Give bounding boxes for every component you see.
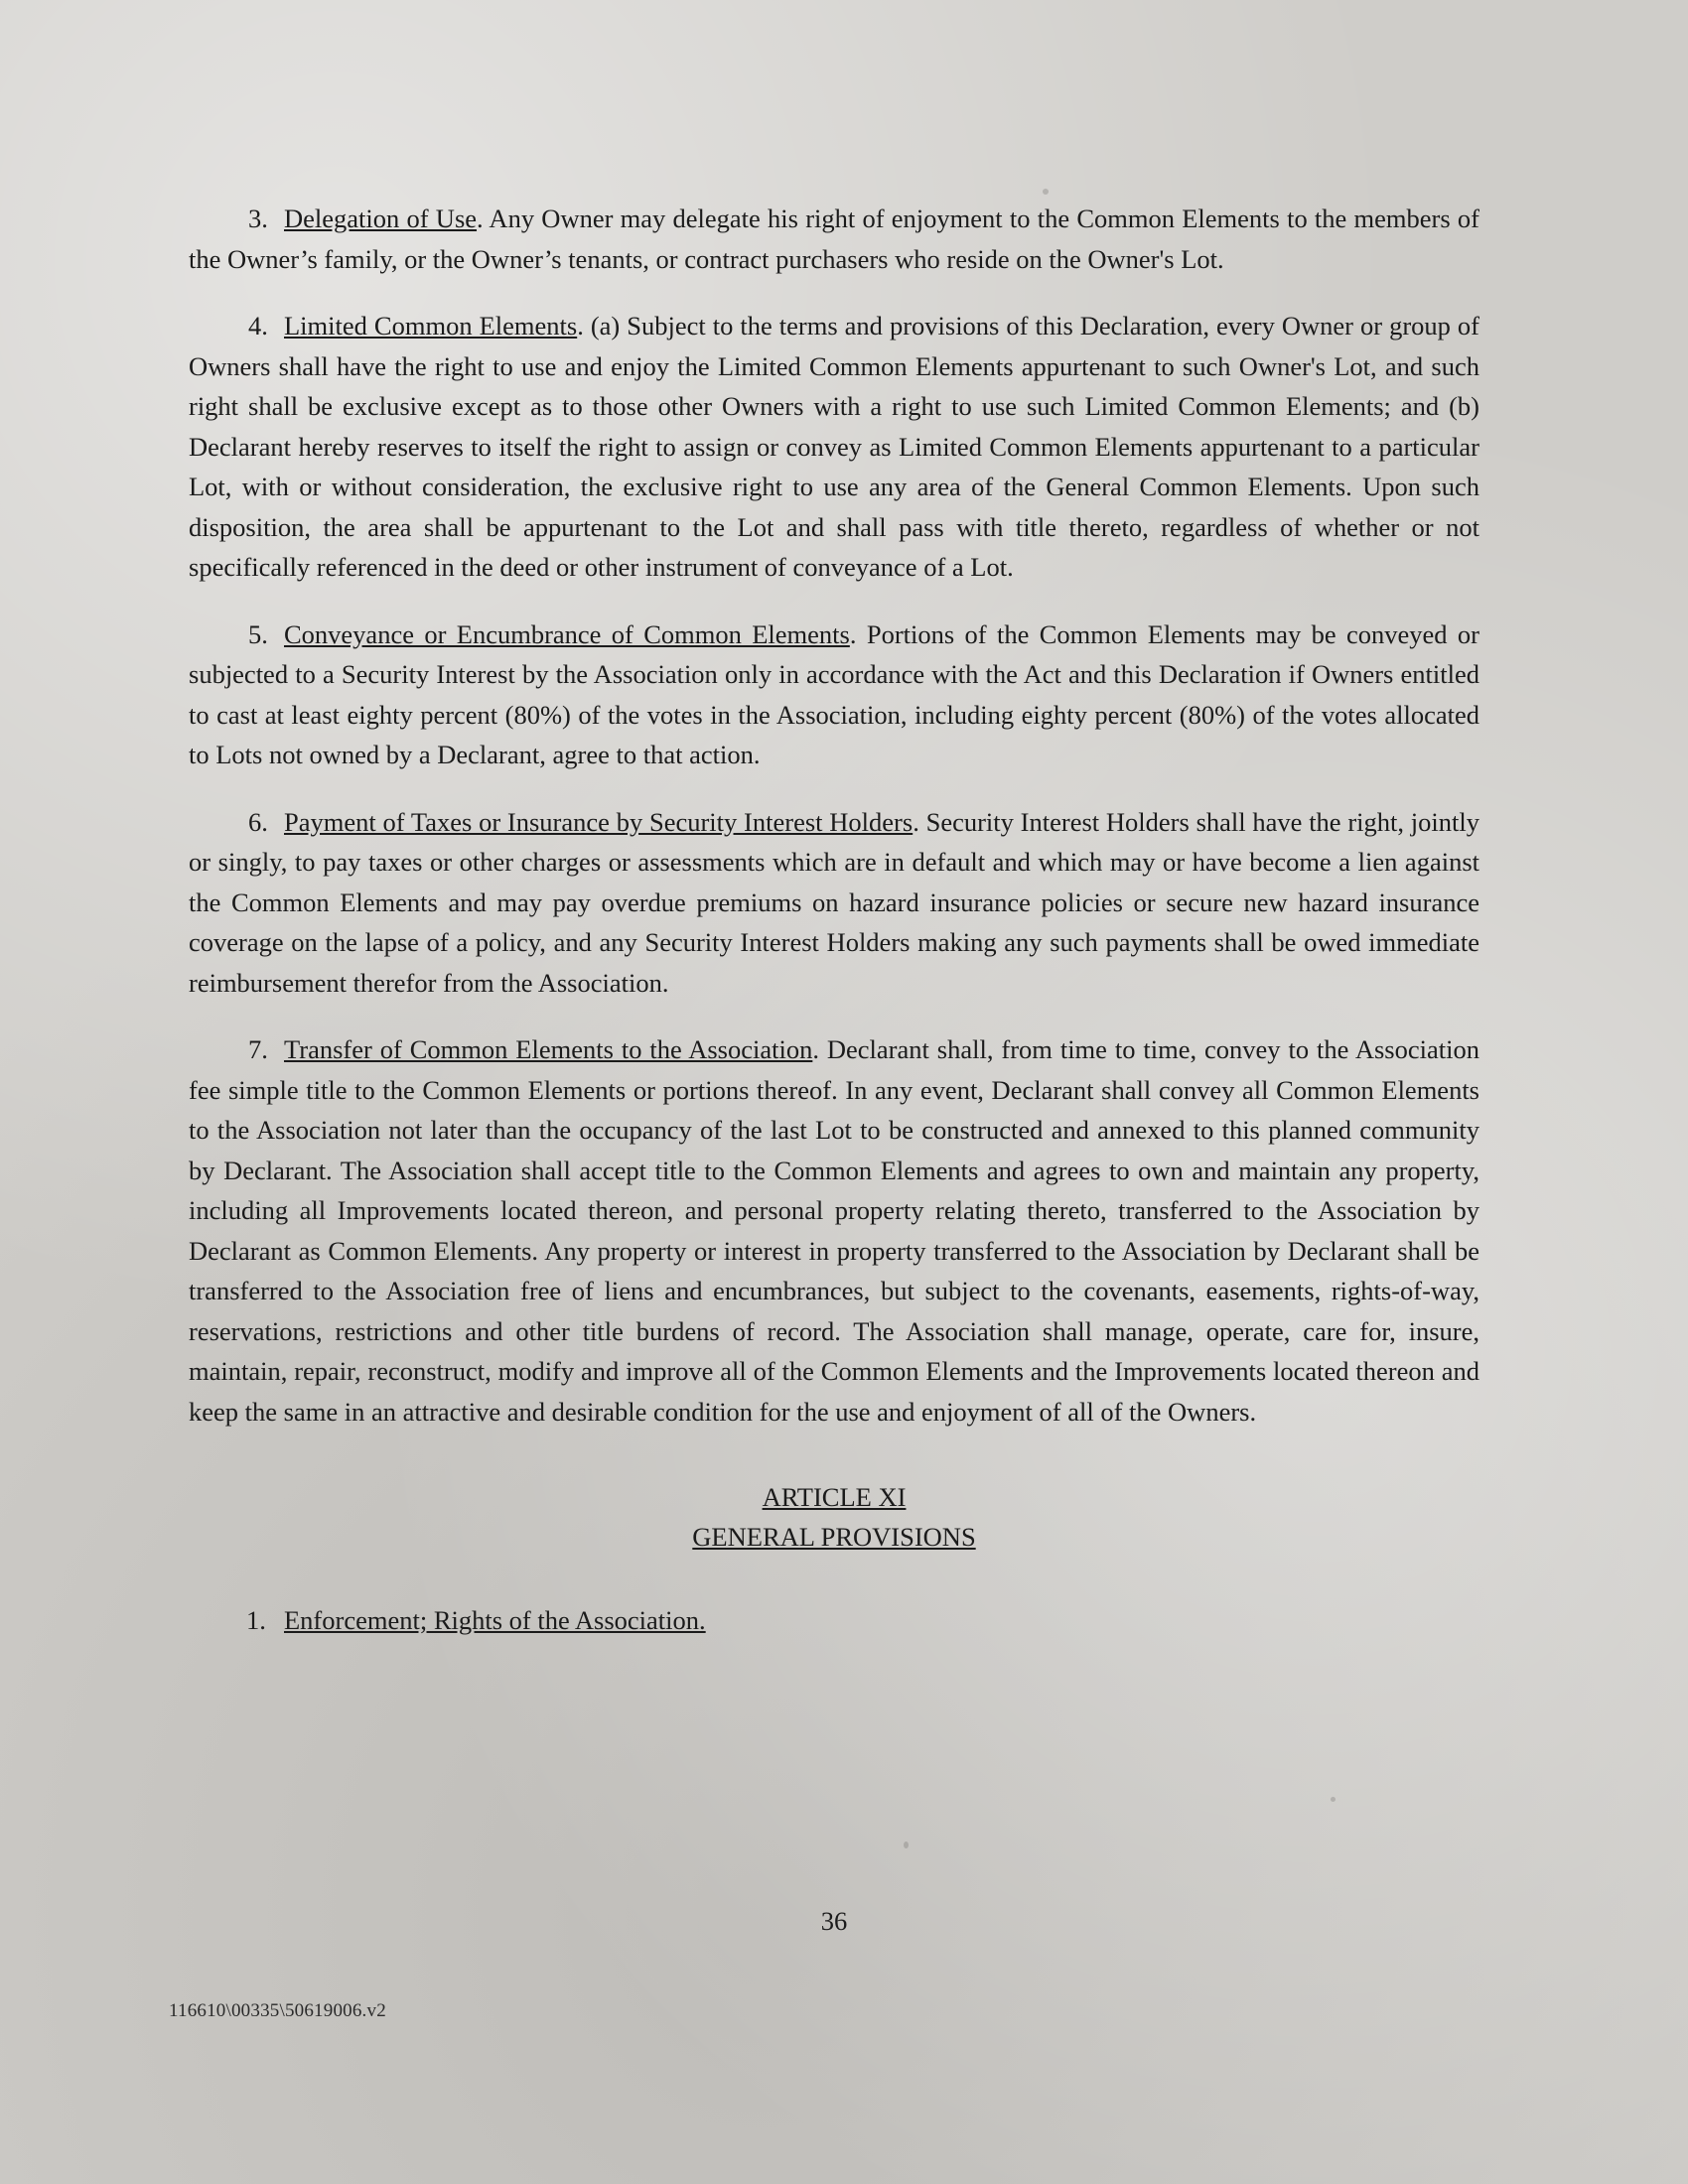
paragraph-5	[189, 614, 1479, 775]
page-number: 36	[820, 1906, 848, 1936]
paragraph-heading: Limited Common Elements	[284, 311, 578, 341]
footer-document-code: 116610\00335\50619006.v2	[169, 2000, 386, 2021]
section-1-enforcement	[189, 1600, 1479, 1640]
section-heading: Enforcement; Rights of the Association.	[284, 1605, 706, 1635]
paragraph-4	[189, 306, 1479, 588]
section-number: 1.	[246, 1605, 266, 1635]
paragraph-number: 5.	[248, 618, 268, 649]
paragraph-number: 7.	[248, 1034, 268, 1064]
paragraph-heading: Transfer of Common Elements to the Association	[284, 1034, 813, 1064]
document-sheet	[149, 149, 1539, 2065]
paragraph-number: 3.	[248, 204, 268, 233]
paragraph-text: . Declarant shall, from time to time, convey to the Association fee simple title to the Common Elements or portions thereof. In any event, Declarant shall convey all Common Elements to the Association not later than the occupancy of the last Lot to be constructed and annexed to this planned community by Declarant. The Association shall accept title to the Common Elements and agrees to own and maintain any property, including all Improvements located thereon, and personal property relating thereto, transferred to the Association by Declarant as Common Elements. Any property or interest in property transferred to the Association by Declarant shall be transferred to the Association free of liens and encumbrances, but subject to the covenants, easements, rights-of-way, reservations, restrictions and other title burdens of record. The Association shall manage, operate, care for, insure, maintain, repair, reconstruct, modify and improve all of the Common Elements and the Improvements located thereon and keep the same in an attractive and desirable condition for the use and enjoyment of all of the Owners.	[189, 1034, 1479, 1427]
paragraph-heading: Delegation of Use	[284, 204, 478, 233]
paragraph-6	[189, 802, 1479, 1004]
scan-speck	[904, 1842, 909, 1848]
paragraph-number: 4.	[248, 311, 268, 341]
article-title: GENERAL PROVISIONS	[692, 1522, 976, 1552]
scan-speck	[1331, 1797, 1336, 1802]
paragraph-heading: Conveyance or Encumbrance of Common Elements	[284, 618, 850, 649]
paragraph-text: . Portions of the Common Elements may be conveyed or subjected to a Security Interest by the Association only in accordance with the Act and this Declaration if Owners entitled to cast at least eighty percent (80%) of the votes in the Association, including eighty percent (80%) of the votes allocated to Lots not owned by a Declarant, agree to that action.	[189, 618, 1479, 769]
paragraph-text: . (a) Subject to the terms and provisions of this Declaration, every Owner or group of Owners shall have the right to use and enjoy the Limited Common Elements appurtenant to such Owner's Lot, and such right shall be exclusive except as to those other Owners with a right to use such Limited Common Elements; and (b) Declarant hereby reserves to itself the right to assign or convey as Limited Common Elements appurtenant to a particular Lot, with or without consideration, the exclusive right to use any area of the General Common Elements. Upon such disposition, the area shall be appurtenant to the Lot and shall pass with title thereto, regardless of whether or not specifically referenced in the deed or other instrument of conveyance of a Lot.	[189, 311, 1480, 582]
scan-speck	[1043, 189, 1049, 195]
article-heading	[189, 1477, 1479, 1557]
paragraph-heading: Payment of Taxes or Insurance by Security Interest Holders	[284, 806, 914, 837]
article-number: ARTICLE XI	[762, 1482, 907, 1512]
paragraph-text: . Any Owner may delegate his right of enjoyment to the Common Elements to the members of the Owner’s family, or the Owner’s tenants, or contract purchasers who reside on the Owner's Lot.	[189, 204, 1479, 274]
paragraph-7	[189, 1029, 1479, 1432]
paragraph-3	[189, 199, 1479, 279]
paragraph-text: . Security Interest Holders shall have the right, jointly or singly, to pay taxes or other charges or assessments which are in default and which may or have become a lien against the Common Elements and may pay overdue premiums on hazard insurance policies or secure new hazard insurance coverage on the lapse of a policy, and any Security Interest Holders making any such payments shall be owed immediate reimbursement therefor from the Association.	[189, 806, 1479, 998]
paragraph-number: 6.	[248, 806, 268, 837]
document-body	[169, 199, 1480, 2021]
